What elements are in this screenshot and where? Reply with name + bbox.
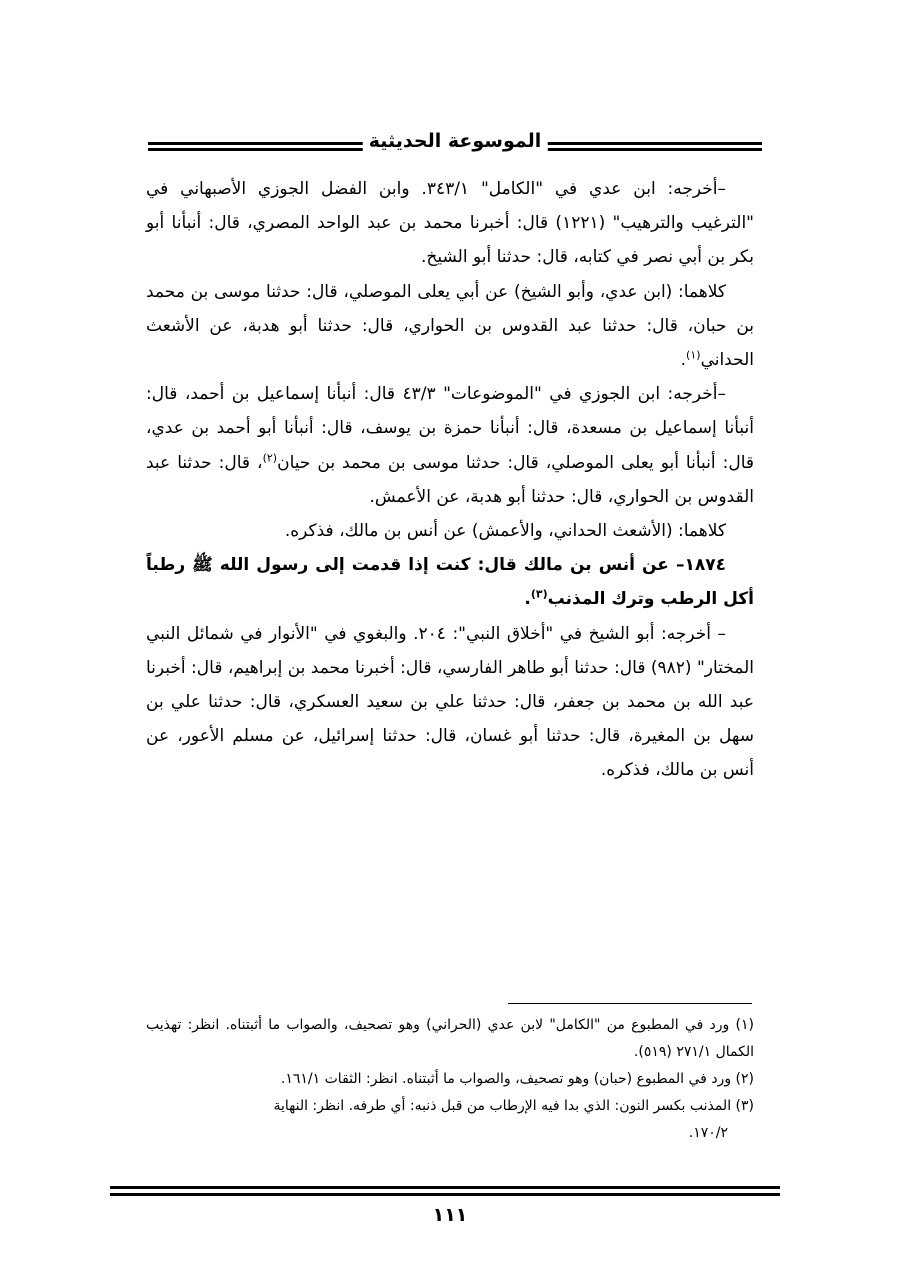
main-text (146, 172, 754, 788)
hadith-end: . (524, 589, 531, 610)
header-title: الموسوعة الحديثية (363, 130, 548, 152)
footnote-3: (٣) المذنب بكسر النون: الذي بدا فيه الإرطاب من قبل ذنبه: أي طرفه. انظر: النهاية (273, 1098, 754, 1114)
footnote-ref[interactable]: (١) (686, 348, 701, 362)
paragraph-text: –أخرجه: ابن الجوزي في "الموضوعات" ٤٣/٣ قال: أنبأنا إسماعيل بن أحمد، قال: أنبأنا إسماعيل بن مسعدة، قال: أنبأنا حمزة بن يوسف، قال: أنبأنا أبو أحمد بن عدي، قال: أنبأنا أبو يعلى الموصلي، قال: حدثنا موسى بن محمد بن حيان (146, 384, 754, 473)
footnote-3-continued: ١٧٠/٢. (688, 1125, 728, 1141)
footnote-2: (٢) ورد في المطبوع (حبان) وهو تصحيف، والصواب ما أثبتناه. انظر: الثقات ١٦١/١. (280, 1071, 754, 1087)
paragraph: – أخرجه: أبو الشيخ في "أخلاق النبي": ٢٠٤. والبغوي في "الأنوار في شمائل النبي المختار" (٩٨٢) قال: حدثنا أبو طاهر الفارسي، قال: أخبرنا محمد بن إبراهيم، قال: أخبرنا عبد الله بن محمد بن جعفر، قال: حدثنا علي بن سعيد العسكري، قال: حدثنا علي بن سهل بن المغيرة، قال: حدثنا أبو غسان، قال: حدثنا إسرائيل، عن مسلم الأعور، عن أنس بن مالك، فذكره. (146, 623, 754, 781)
footnote-ref[interactable]: (٣) (530, 587, 548, 601)
footnote-1: (١) ورد في المطبوع من "الكامل" لابن عدي (الحراني) وهو تصحيف، والصواب ما أثبتناه. انظر: تهذيب الكمال ٢٧١/١ (٥١٩). (146, 1017, 754, 1060)
paragraph-end: . (680, 350, 687, 371)
footer-rule (110, 1186, 780, 1189)
footnote-ref[interactable]: (٢) (262, 450, 278, 464)
hadith-text (146, 548, 754, 616)
paragraph: –أخرجه: ابن عدي في "الكامل" ٣٤٣/١. وابن الفضل الجوزي الأصبهاني في "الترغيب والترهيب" (١٢٢١) قال: أخبرنا محمد بن عبد الواحد المصري، قال: أنبأنا أبو بكر بن أبي نصر في كتابه، قال: حدثنا أبو الشيخ. (146, 179, 754, 268)
footnotes (146, 1012, 754, 1147)
paragraph-text: ، قال: حدثنا عبد القدوس بن الحواري، قال: حدثنا أبو هدبة، عن الأعمش. (146, 452, 754, 507)
running-header (148, 130, 762, 158)
paragraph-text: كلاهما: (ابن عدي، وأبو الشيخ) عن أبي يعلى الموصلي، قال: حدثنا موسى بن محمد بن حبان، قال: حدثنا عبد القدوس بن الحواري، قال: حدثنا أبو هدبة، عن الأشعث الحداني (146, 281, 754, 371)
paragraph: كلاهما: (الأشعث الحداني، والأعمش) عن أنس بن مالك، فذكره. (284, 521, 726, 542)
paragraph (146, 377, 754, 514)
hadith-body: ١٨٧٤– عن أنس بن مالك قال: كنت إذا قدمت إلى رسول الله ﷺ رطباً أكل الرطب وترك المذنب (146, 555, 754, 610)
footnote-separator (508, 1003, 752, 1004)
paragraph (146, 275, 754, 378)
footer-rule (110, 1193, 780, 1196)
page-number: ١١١ (432, 1204, 468, 1226)
